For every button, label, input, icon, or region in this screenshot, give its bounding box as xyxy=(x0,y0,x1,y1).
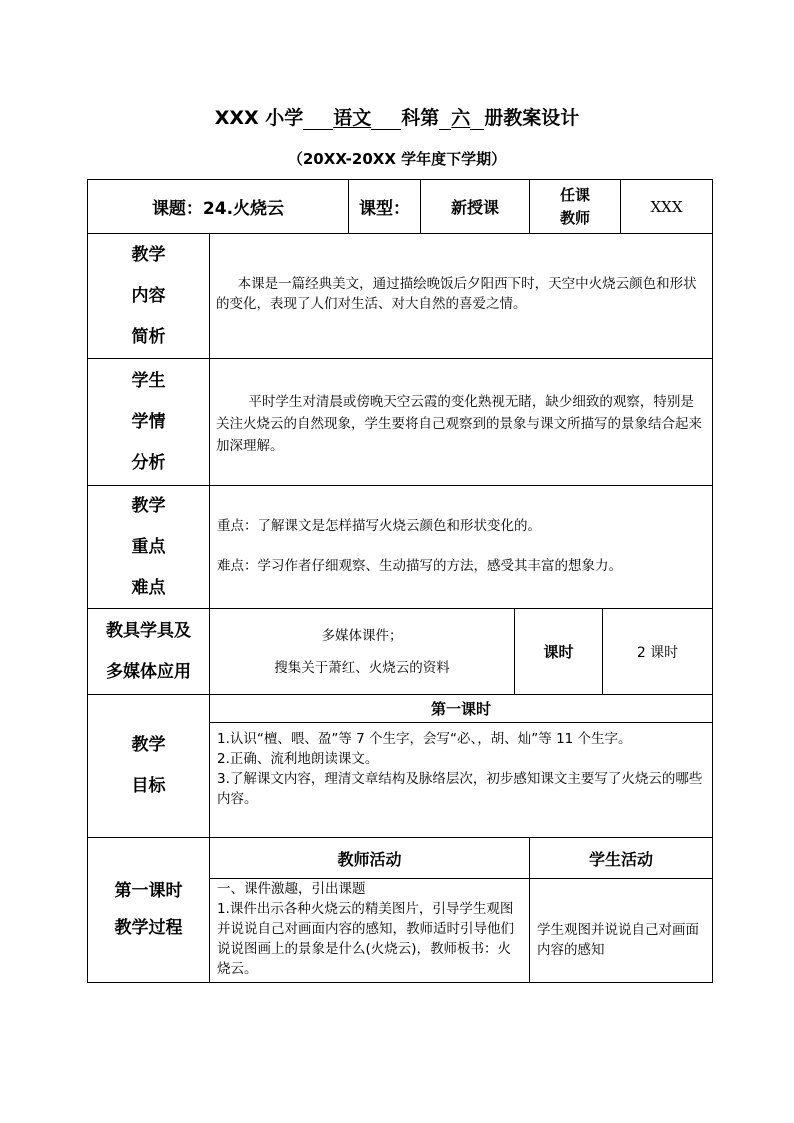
key-difficulty-text: 难点：学习作者仔细观察、生动描写的方法，感受其丰富的想象力。 xyxy=(217,558,622,574)
content-intro-label-cell xyxy=(87,233,210,359)
objective-item: 1.认识“檀、喂、盈”等 7 个生字，会写“必、，胡、灿”等 11 个生字。 xyxy=(217,731,632,747)
process-label-2: 教学过程 xyxy=(114,918,183,938)
hours-value-cell xyxy=(602,608,713,695)
title-rest: 册教案设计 xyxy=(484,107,580,129)
content-intro-label-3: 简析 xyxy=(131,326,166,347)
student-analysis-label-1: 学生 xyxy=(131,370,166,391)
teacher-activity-step-title: 一、课件激趣，引出课题 xyxy=(217,881,366,897)
objectives-list-cell xyxy=(209,722,713,838)
teacher-label-line2: 教师 xyxy=(559,208,590,227)
key-points-label-2: 重点 xyxy=(131,536,166,557)
objectives-label-2: 目标 xyxy=(131,776,166,796)
objective-item: 3.了解课文内容，理清文章结构及脉络层次，初步感知课文主要写了火烧云的哪些内容。 xyxy=(217,771,703,807)
key-points-label-3: 难点 xyxy=(131,577,166,598)
key-points-label-cell xyxy=(87,485,210,609)
title-blank xyxy=(470,107,484,130)
objective-item: 2.正确、流利地朗读课文。 xyxy=(217,751,379,767)
title-blank xyxy=(371,107,401,130)
document-subtitle: （20XX-20XX 学年度下学期） xyxy=(287,150,507,168)
hours-label: 课时 xyxy=(543,643,574,661)
objectives-session-header-cell xyxy=(209,694,713,723)
lesson-type-label-cell xyxy=(348,179,421,234)
title-volume: 六 xyxy=(451,107,471,129)
tools-label-2: 多媒体应用 xyxy=(106,661,191,682)
student-analysis-text-cell xyxy=(209,358,713,486)
student-analysis-label-2: 学情 xyxy=(131,411,166,432)
tools-item-2: 搜集关于萧红、火烧云的资料 xyxy=(274,659,450,676)
title-subject: 语文 xyxy=(333,107,372,129)
tools-item-1: 多媒体课件； xyxy=(321,627,403,644)
key-points-text-cell xyxy=(209,485,713,609)
teacher-label-cell xyxy=(529,179,621,234)
teacher-activity-header-cell xyxy=(209,837,530,879)
document-title xyxy=(0,103,794,130)
process-label-1: 第一课时 xyxy=(114,881,183,901)
title-school: XXX 小学 xyxy=(214,107,304,129)
teacher-activity-header: 教师活动 xyxy=(337,849,402,869)
key-points-label-1: 教学 xyxy=(131,495,166,516)
teacher-value: XXX xyxy=(650,197,683,216)
hours-value: 2 课时 xyxy=(636,644,679,661)
topic-cell xyxy=(87,179,349,234)
student-activity-header: 学生活动 xyxy=(588,849,653,869)
student-activity-cell xyxy=(529,878,713,983)
objectives-session-header: 第一课时 xyxy=(430,700,491,718)
topic-label: 课题：24.火烧云 xyxy=(151,199,285,219)
content-intro-label-1: 教学 xyxy=(131,244,166,265)
title-ke-di: 科第 xyxy=(401,107,440,129)
content-intro-text-cell xyxy=(209,233,713,359)
title-blank xyxy=(439,107,451,130)
lesson-type-label: 课型： xyxy=(359,199,410,219)
tools-items-cell xyxy=(209,608,515,695)
objectives-label-1: 教学 xyxy=(131,735,166,755)
teacher-value-cell xyxy=(620,179,713,234)
content-intro-label-2: 内容 xyxy=(131,285,166,306)
student-analysis-text: 平时学生对清晨或傍晚天空云霞的变化熟视无睹，缺少细致的观察，特别是关注火烧云的自然现象，学生要将自己观察到的景象与课文所描写的景象结合起来加深理解。 xyxy=(216,394,702,454)
student-activity-header-cell xyxy=(529,837,713,879)
tools-label-cell xyxy=(87,608,210,695)
objectives-label-cell xyxy=(87,694,210,838)
hours-label-cell xyxy=(514,608,603,695)
student-analysis-label-3: 分析 xyxy=(131,452,166,473)
student-analysis-label-cell xyxy=(87,358,210,486)
teacher-label-line1: 任课 xyxy=(559,185,590,204)
tools-label-1: 教具学具及 xyxy=(106,620,191,641)
process-label-cell xyxy=(87,837,210,983)
lesson-type-value-cell xyxy=(420,179,530,234)
teacher-activity-text: 1.课件出示各种火烧云的精美图片，引导学生观图并说说自己对画面内容的感知，教师适时引导他们说说图画上的景象是什么(火烧云)，教师板书：火烧云。 xyxy=(217,901,514,977)
content-intro-text: 本课是一篇经典美文，通过描绘晚饭后夕阳西下时，天空中火烧云颜色和形状的变化，表现了人们对生活、对大自然的喜爱之情。 xyxy=(216,276,697,312)
title-blank xyxy=(303,107,333,130)
key-focus-text: 重点：了解课文是怎样描写火烧云颜色和形状变化的。 xyxy=(217,518,541,534)
teacher-activity-cell xyxy=(209,878,530,983)
lesson-type-value: 新授课 xyxy=(450,198,499,217)
student-activity-text: 学生观图并说说自己对画面内容的感知 xyxy=(537,922,699,958)
